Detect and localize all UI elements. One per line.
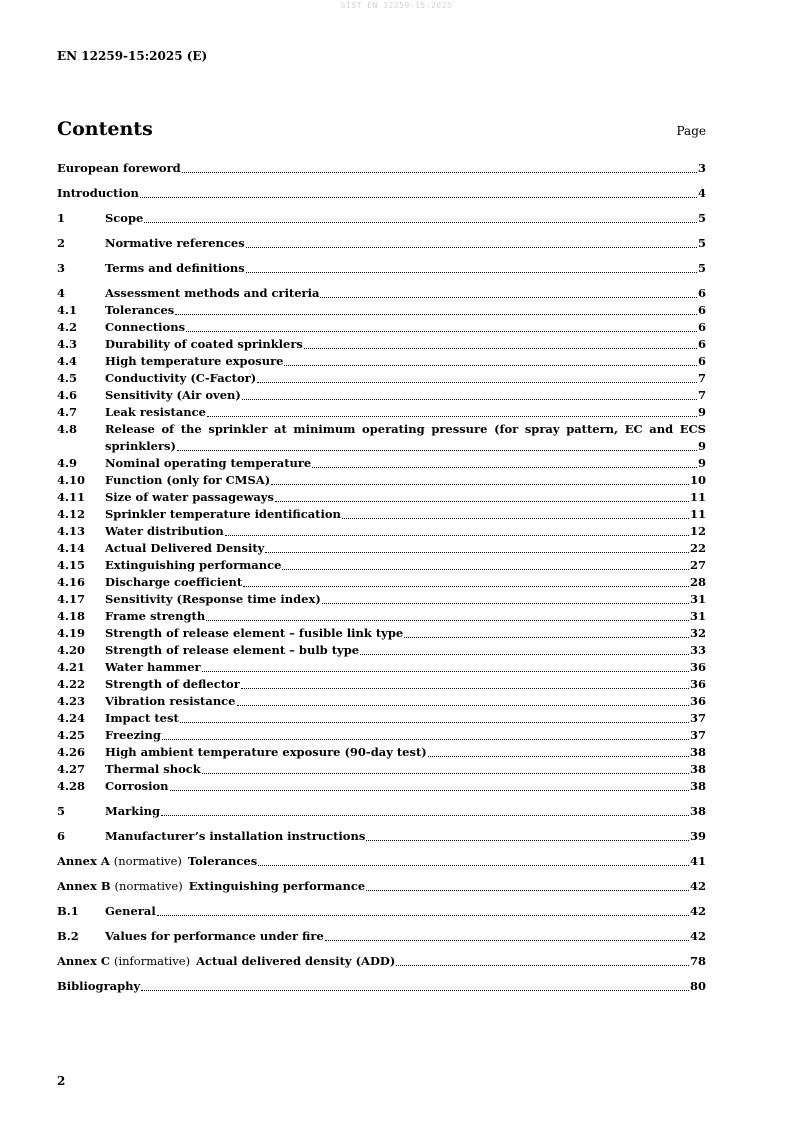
toc-entry-number: 4.15 bbox=[57, 558, 86, 572]
toc-entry-annex-a[interactable] bbox=[57, 853, 706, 870]
toc-entry-title: Normative references bbox=[105, 236, 245, 250]
toc-entry-4-12[interactable] bbox=[57, 506, 706, 523]
toc-annex-label: Annex C bbox=[57, 954, 110, 968]
toc-entry-title: Tolerances bbox=[105, 303, 175, 317]
toc-leader bbox=[322, 603, 689, 604]
toc-entry-page: 6 bbox=[697, 354, 706, 368]
toc-entry-number: 4.26 bbox=[57, 745, 86, 759]
toc-entry-page: 3 bbox=[697, 161, 706, 175]
toc-leader bbox=[206, 620, 689, 621]
toc-leader bbox=[141, 990, 689, 991]
toc-entry-page: 31 bbox=[689, 609, 706, 623]
toc-entry-title: Vibration resistance bbox=[105, 694, 236, 708]
toc-leader bbox=[162, 739, 689, 740]
toc-entry-number: 5 bbox=[57, 804, 66, 818]
toc-entry-page: 38 bbox=[689, 762, 706, 776]
toc-entry-4-5[interactable] bbox=[57, 370, 706, 387]
toc-entry-annex-b[interactable] bbox=[57, 878, 706, 895]
toc-leader bbox=[275, 501, 689, 502]
toc-leader bbox=[271, 484, 689, 485]
toc-leader bbox=[265, 552, 689, 553]
toc-entry-number: 4.5 bbox=[57, 371, 78, 385]
toc-entry-number: 1 bbox=[57, 211, 66, 225]
toc-entry-page: 9 bbox=[697, 405, 706, 419]
toc-entry-title: Water distribution bbox=[105, 524, 224, 538]
toc-annex-label: Annex B bbox=[57, 879, 111, 893]
toc-leader bbox=[366, 890, 689, 891]
toc-entry-title: Tolerances bbox=[187, 854, 258, 868]
toc-entry-title: Freezing bbox=[105, 728, 161, 742]
toc-entry-number: 3 bbox=[57, 261, 66, 275]
toc-entry-page: 36 bbox=[689, 694, 706, 708]
toc-entry-number: 4.7 bbox=[57, 405, 78, 419]
toc-entry-number: 4.16 bbox=[57, 575, 86, 589]
toc-entry-number: 4.9 bbox=[57, 456, 78, 470]
toc-entry-page: 80 bbox=[689, 979, 706, 993]
toc-entry-4-11[interactable] bbox=[57, 489, 706, 506]
toc-entry-number: 4.18 bbox=[57, 609, 86, 623]
toc-leader bbox=[366, 840, 689, 841]
toc-entry-number: 4.27 bbox=[57, 762, 86, 776]
toc-leader bbox=[282, 569, 689, 570]
toc-entry-page: 27 bbox=[689, 558, 706, 572]
toc-leader bbox=[312, 467, 697, 468]
toc-entry-title: Impact test bbox=[105, 711, 179, 725]
toc-entry-title: Strength of release element – fusible link type bbox=[105, 626, 404, 640]
toc-entry-title: Sensitivity (Air oven) bbox=[105, 388, 241, 402]
toc-entry-title: Manufacturer’s installation instructions bbox=[105, 829, 366, 843]
toc-entry-3[interactable] bbox=[57, 260, 706, 277]
toc-entry-title: Size of water passageways bbox=[105, 490, 274, 504]
toc-entry-title: General bbox=[105, 904, 156, 918]
toc-leader bbox=[202, 671, 689, 672]
toc-entry-number: 4.10 bbox=[57, 473, 86, 487]
toc-entry-page: 37 bbox=[689, 711, 706, 725]
toc-entry-page: 22 bbox=[689, 541, 706, 555]
toc-entry-title: Frame strength bbox=[105, 609, 206, 623]
contents-title: Contents bbox=[57, 118, 153, 140]
toc-entry-page: 7 bbox=[697, 371, 706, 385]
toc-entry-number: 6 bbox=[57, 829, 66, 843]
toc-entry-page: 5 bbox=[697, 236, 706, 250]
toc-leader bbox=[396, 965, 689, 966]
toc-entry-b-1[interactable] bbox=[57, 903, 706, 920]
toc-entry-title: Extinguishing performance bbox=[105, 558, 282, 572]
toc-entry-annex-c[interactable] bbox=[57, 953, 706, 970]
toc-entry-title: Discharge coefficient bbox=[105, 575, 243, 589]
toc-leader bbox=[428, 756, 689, 757]
toc-entry-4-19[interactable] bbox=[57, 625, 706, 642]
watermark: SIST EN 12259-15:2025 bbox=[340, 1, 453, 10]
toc-leader bbox=[284, 365, 697, 366]
toc-entry-title: Bibliography bbox=[57, 979, 141, 993]
toc-annex-kind: (informative) bbox=[113, 954, 191, 968]
toc-entry-page: 38 bbox=[689, 804, 706, 818]
toc-leader bbox=[202, 773, 689, 774]
toc-leader bbox=[186, 331, 697, 332]
toc-leader bbox=[342, 518, 689, 519]
toc-leader bbox=[360, 654, 689, 655]
toc-leader bbox=[161, 815, 689, 816]
toc-entry-4-25[interactable] bbox=[57, 727, 706, 744]
toc-entry-page: 6 bbox=[697, 320, 706, 334]
toc-entry-page: 31 bbox=[689, 592, 706, 606]
toc-entry-5[interactable] bbox=[57, 803, 706, 820]
toc-entry-page: 39 bbox=[689, 829, 706, 843]
toc-entry-title: Corrosion bbox=[105, 779, 169, 793]
toc-entry-title: Connections bbox=[105, 320, 186, 334]
toc-entry-page: 10 bbox=[689, 473, 706, 487]
toc-leader bbox=[144, 222, 697, 223]
toc-entry-4-6[interactable] bbox=[57, 387, 706, 404]
toc-entry-page: 36 bbox=[689, 660, 706, 674]
toc-leader bbox=[237, 705, 689, 706]
toc-entry-title: Terms and definitions bbox=[105, 261, 245, 275]
table-of-contents bbox=[57, 160, 706, 995]
document-id: EN 12259-15:2025 (E) bbox=[57, 49, 208, 63]
toc-leader bbox=[175, 314, 697, 315]
toc-entry-title: Function (only for CMSA) bbox=[105, 473, 271, 487]
toc-entry-number: 4.25 bbox=[57, 728, 86, 742]
toc-entry-number: 4.28 bbox=[57, 779, 86, 793]
toc-entry-number: 2 bbox=[57, 236, 66, 250]
toc-entry-4-7[interactable] bbox=[57, 404, 706, 421]
toc-entry-b-2[interactable] bbox=[57, 928, 706, 945]
toc-entry-page: 6 bbox=[697, 303, 706, 317]
toc-entry-4-18[interactable] bbox=[57, 608, 706, 625]
toc-entry-number: 4.2 bbox=[57, 320, 78, 334]
toc-entry-number: 4.20 bbox=[57, 643, 86, 657]
toc-entry-title: Sprinkler temperature identification bbox=[105, 507, 341, 521]
toc-entry-number: 4.4 bbox=[57, 354, 78, 368]
toc-entry-4-15[interactable] bbox=[57, 557, 706, 574]
toc-entry-number: 4.22 bbox=[57, 677, 86, 691]
toc-entry-title-wrap bbox=[105, 421, 706, 455]
toc-entry-page: 6 bbox=[697, 286, 706, 300]
toc-entry-number: 4.17 bbox=[57, 592, 86, 606]
toc-entry-page: 41 bbox=[689, 854, 706, 868]
toc-entry-page: 9 bbox=[697, 439, 706, 453]
toc-entry-4-4[interactable] bbox=[57, 353, 706, 370]
toc-entry-4-2[interactable] bbox=[57, 319, 706, 336]
toc-entry-4-14[interactable] bbox=[57, 540, 706, 557]
toc-entry-4-28[interactable] bbox=[57, 778, 706, 795]
toc-entry-4-16[interactable] bbox=[57, 574, 706, 591]
toc-entry-4-10[interactable] bbox=[57, 472, 706, 489]
toc-entry-number: 4.13 bbox=[57, 524, 86, 538]
page-column-label: Page bbox=[676, 124, 706, 138]
toc-entry-title: European foreword bbox=[57, 161, 181, 175]
toc-annex-kind: (normative) bbox=[113, 854, 182, 868]
toc-entry-6[interactable] bbox=[57, 828, 706, 845]
toc-entry-title: Thermal shock bbox=[105, 762, 201, 776]
toc-leader bbox=[170, 790, 689, 791]
toc-entry-number: 4.24 bbox=[57, 711, 86, 725]
toc-leader bbox=[304, 348, 697, 349]
toc-entry-page: 32 bbox=[689, 626, 706, 640]
toc-entry-page: 9 bbox=[697, 456, 706, 470]
toc-entry-title: Water hammer bbox=[105, 660, 201, 674]
toc-entry-number: B.1 bbox=[57, 904, 79, 918]
toc-entry-title: Nominal operating temperature bbox=[105, 456, 312, 470]
toc-entry-page: 38 bbox=[689, 745, 706, 759]
toc-leader bbox=[246, 272, 697, 273]
contents-header bbox=[57, 118, 706, 144]
toc-entry-4[interactable] bbox=[57, 285, 706, 302]
toc-entry-page: 28 bbox=[689, 575, 706, 589]
toc-leader bbox=[140, 197, 697, 198]
toc-entry-4-27[interactable] bbox=[57, 761, 706, 778]
toc-entry-number: 4.14 bbox=[57, 541, 86, 555]
toc-entry-page: 4 bbox=[697, 186, 706, 200]
toc-leader bbox=[258, 865, 689, 866]
toc-entry-title: Actual delivered density (ADD) bbox=[196, 954, 396, 968]
toc-entry-4-22[interactable] bbox=[57, 676, 706, 693]
toc-entry-title-line2-row bbox=[105, 438, 706, 455]
page-number: 2 bbox=[57, 1074, 66, 1088]
toc-entry-title: Values for performance under fire bbox=[105, 929, 324, 943]
toc-entry-title: Strength of release element – bulb type bbox=[105, 643, 360, 657]
toc-entry-number: 4.11 bbox=[57, 490, 86, 504]
toc-entry-number: 4.12 bbox=[57, 507, 86, 521]
toc-entry-page: 5 bbox=[697, 211, 706, 225]
toc-entry-title: Introduction bbox=[57, 186, 139, 200]
toc-leader bbox=[243, 586, 689, 587]
toc-entry-title: Extinguishing performance bbox=[188, 879, 366, 893]
toc-entry-page: 42 bbox=[689, 879, 706, 893]
toc-leader bbox=[257, 382, 697, 383]
toc-leader bbox=[177, 450, 697, 451]
toc-entry-title: Leak resistance bbox=[105, 405, 206, 419]
toc-entry-page: 42 bbox=[689, 929, 706, 943]
toc-entry-number: 4.8 bbox=[57, 422, 78, 436]
toc-entry-number: 4.3 bbox=[57, 337, 78, 351]
toc-entry-bibliography[interactable] bbox=[57, 978, 706, 995]
toc-entry-4-3[interactable] bbox=[57, 336, 706, 353]
toc-entry-title: Strength of deflector bbox=[105, 677, 240, 691]
toc-entry-title: Conductivity (C-Factor) bbox=[105, 371, 257, 385]
toc-entry-page: 12 bbox=[689, 524, 706, 538]
toc-entry-4-26[interactable] bbox=[57, 744, 706, 761]
toc-entry-title: High temperature exposure bbox=[105, 354, 284, 368]
toc-leader bbox=[325, 940, 689, 941]
toc-entry-page: 37 bbox=[689, 728, 706, 742]
toc-leader bbox=[225, 535, 689, 536]
toc-entry-4-13[interactable] bbox=[57, 523, 706, 540]
toc-entry-4-24[interactable] bbox=[57, 710, 706, 727]
toc-entry-title: Marking bbox=[105, 804, 160, 818]
toc-entry-title: Durability of coated sprinklers bbox=[105, 337, 303, 351]
toc-entry-4-9[interactable] bbox=[57, 455, 706, 472]
toc-entry-number: 4.6 bbox=[57, 388, 78, 402]
toc-entry-2[interactable] bbox=[57, 235, 706, 252]
toc-leader bbox=[207, 416, 697, 417]
toc-entry-page: 78 bbox=[689, 954, 706, 968]
toc-entry-number: 4.1 bbox=[57, 303, 78, 317]
toc-entry-page: 11 bbox=[689, 507, 706, 521]
toc-leader bbox=[242, 399, 697, 400]
toc-entry-introduction[interactable] bbox=[57, 185, 706, 202]
toc-leader bbox=[180, 722, 689, 723]
toc-entry-page: 33 bbox=[689, 643, 706, 657]
toc-entry-page: 42 bbox=[689, 904, 706, 918]
toc-leader bbox=[320, 297, 697, 298]
toc-entry-4-23[interactable] bbox=[57, 693, 706, 710]
toc-entry-european-foreword[interactable] bbox=[57, 160, 706, 177]
toc-entry-number: B.2 bbox=[57, 929, 79, 943]
toc-entry-page: 11 bbox=[689, 490, 706, 504]
toc-entry-4-8[interactable] bbox=[57, 421, 706, 455]
toc-entry-number: 4.21 bbox=[57, 660, 86, 674]
toc-entry-4-21[interactable] bbox=[57, 659, 706, 676]
toc-entry-page: 6 bbox=[697, 337, 706, 351]
toc-leader bbox=[404, 637, 689, 638]
toc-entry-page: 38 bbox=[689, 779, 706, 793]
toc-entry-page: 7 bbox=[697, 388, 706, 402]
toc-leader bbox=[241, 688, 689, 689]
toc-entry-number: 4 bbox=[57, 286, 66, 300]
toc-annex-kind: (normative) bbox=[114, 879, 183, 893]
toc-entry-4-17[interactable] bbox=[57, 591, 706, 608]
toc-entry-title-line2: sprinklers) bbox=[105, 439, 176, 453]
toc-leader bbox=[157, 915, 689, 916]
toc-leader bbox=[182, 172, 697, 173]
toc-entry-title: High ambient temperature exposure (90-day test) bbox=[105, 745, 427, 759]
toc-leader bbox=[246, 247, 697, 248]
toc-entry-title: Scope bbox=[105, 211, 144, 225]
toc-entry-4-1[interactable] bbox=[57, 302, 706, 319]
toc-entry-title: Assessment methods and criteria bbox=[105, 286, 320, 300]
toc-entry-title: Actual Delivered Density bbox=[105, 541, 265, 555]
toc-entry-1[interactable] bbox=[57, 210, 706, 227]
toc-entry-4-20[interactable] bbox=[57, 642, 706, 659]
toc-entry-page: 5 bbox=[697, 261, 706, 275]
toc-entry-title-line1: Release of the sprinkler at minimum operating pressure (for spray pattern, EC and ECS bbox=[105, 422, 706, 436]
toc-annex-label: Annex A bbox=[57, 854, 110, 868]
toc-entry-number: 4.23 bbox=[57, 694, 86, 708]
toc-entry-title: Sensitivity (Response time index) bbox=[105, 592, 321, 606]
toc-entry-number: 4.19 bbox=[57, 626, 86, 640]
toc-entry-page: 36 bbox=[689, 677, 706, 691]
